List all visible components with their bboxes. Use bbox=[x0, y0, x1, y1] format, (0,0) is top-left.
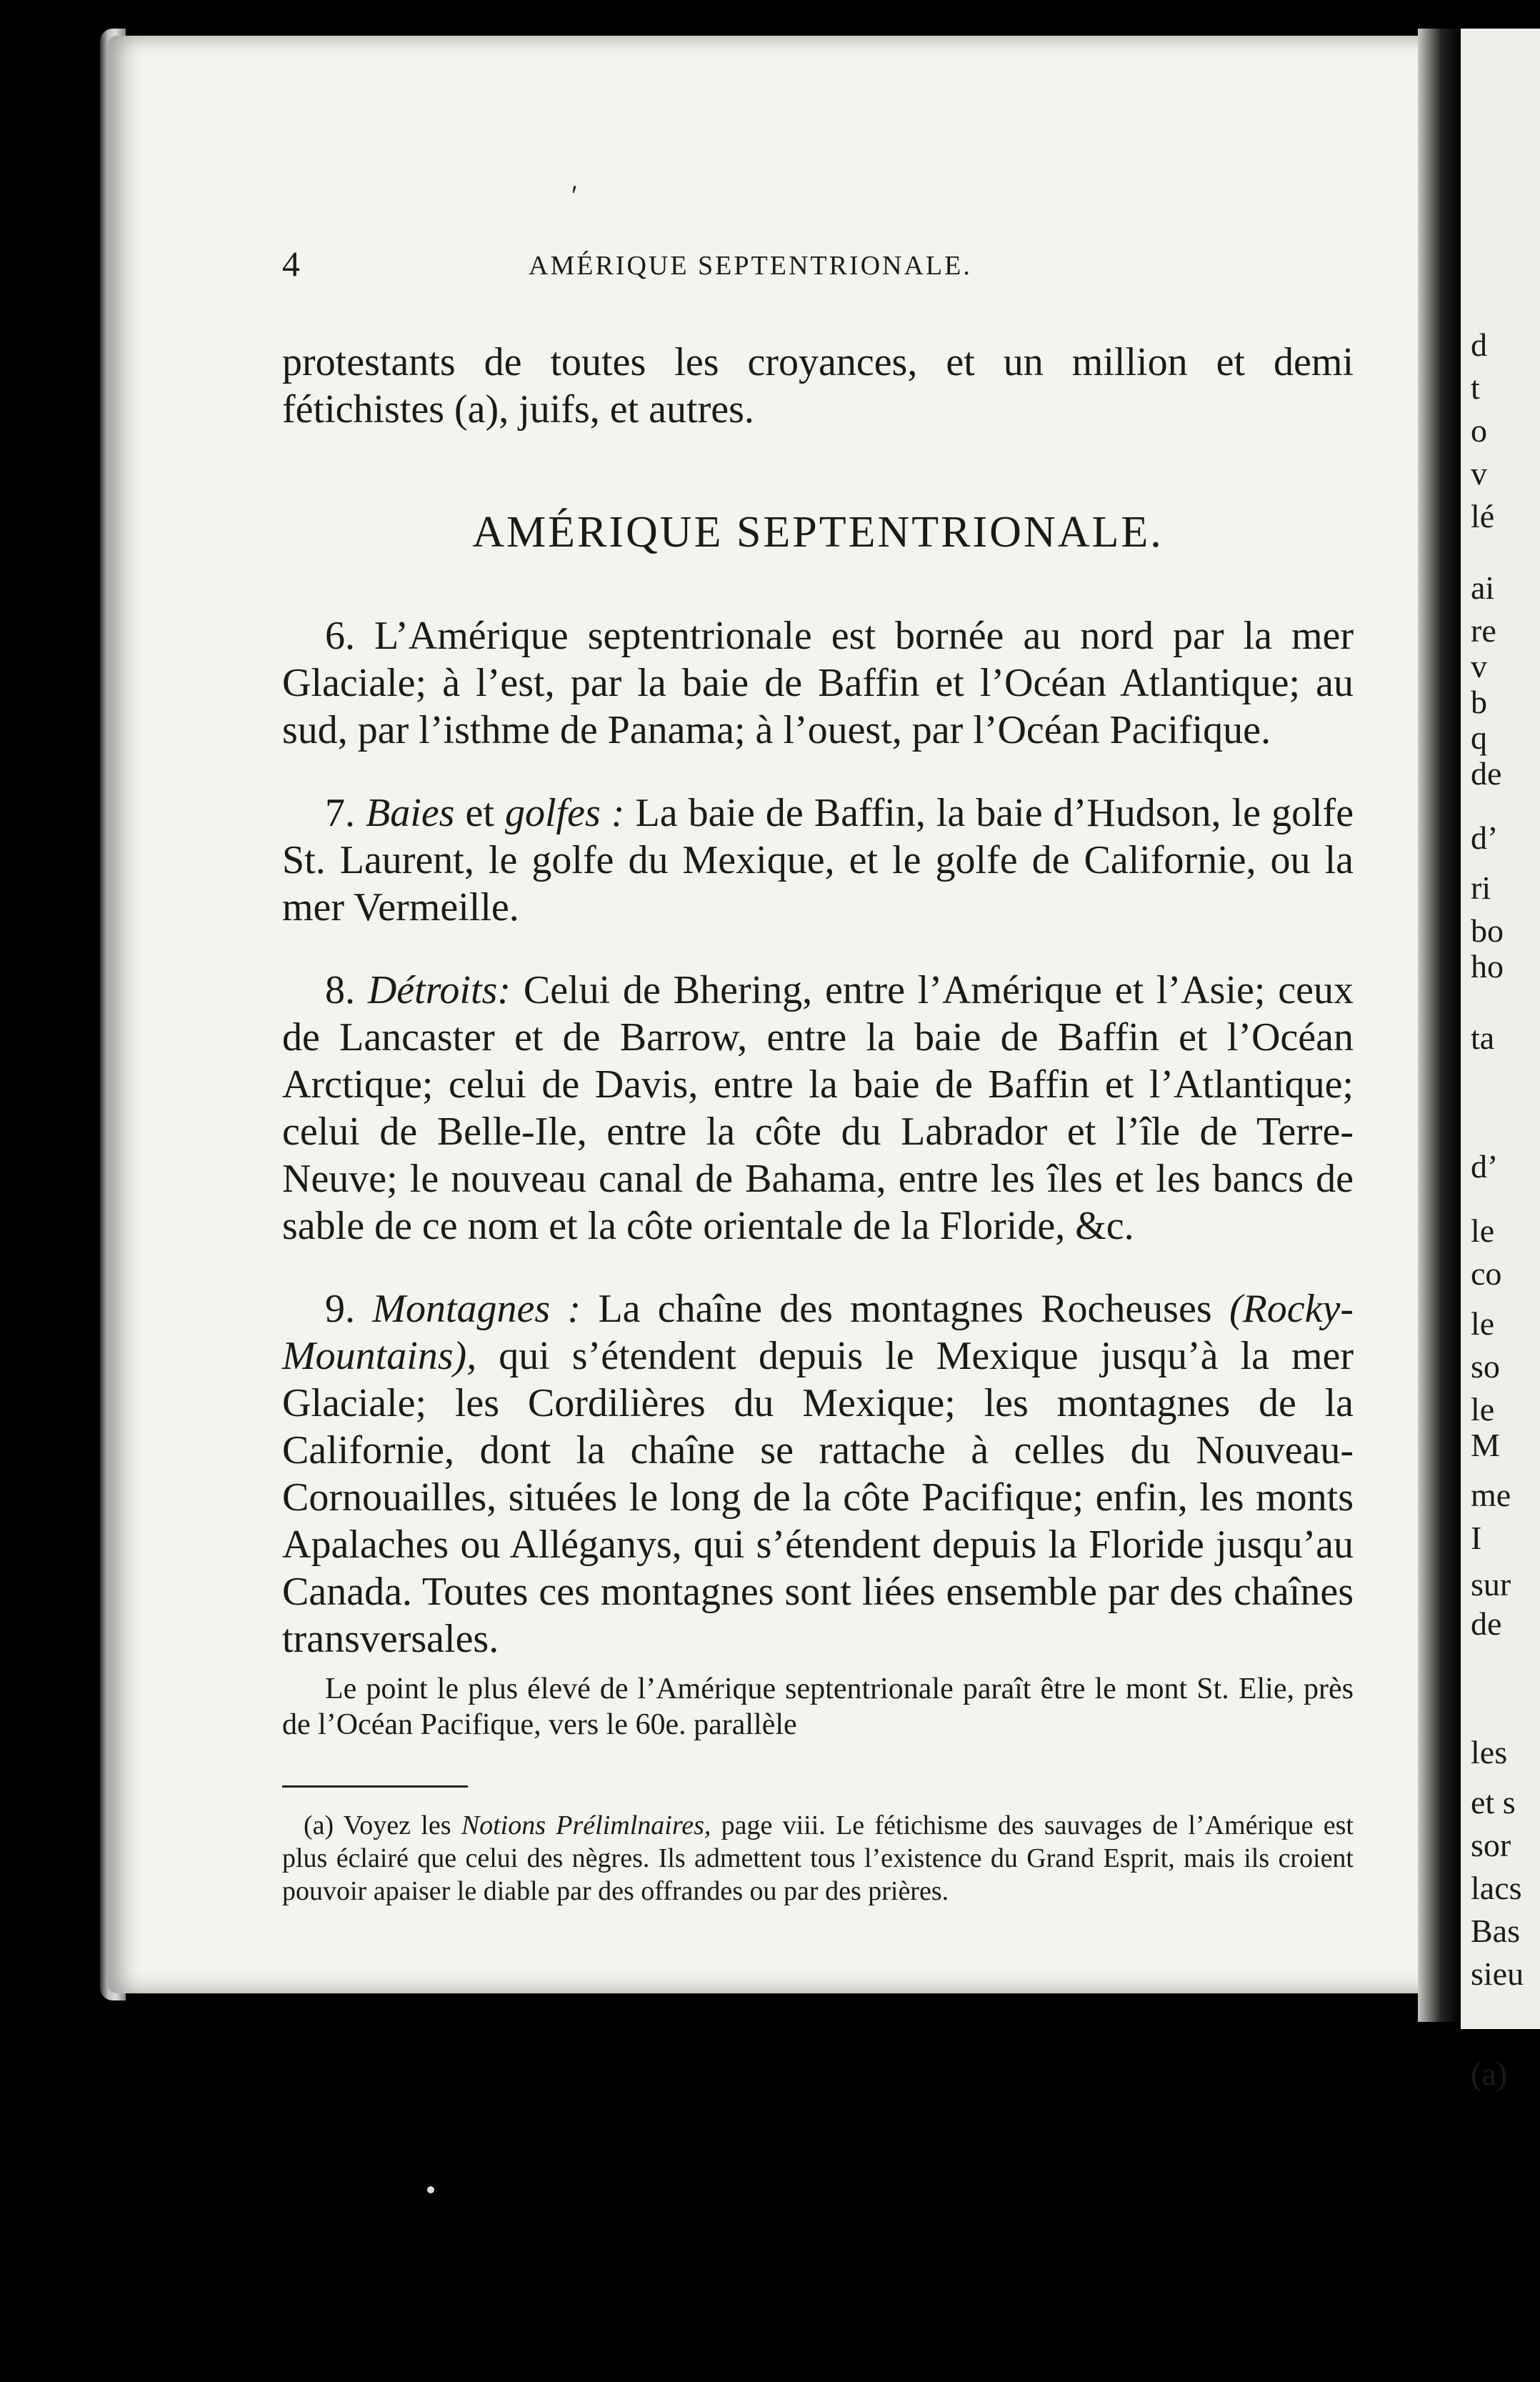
paragraph-text-continued: qui s’étendent depuis le Mexique jusqu’à la mer Glaciale; les Cordilières du Mexique; les montagnes de la Californie, dont la chaîne se rattache à celles du Nouveau-Cornouailles, situées le long de la côte Pacifique; enfin, les monts Apalaches ou Alléganys, qui s’étendent depuis la Floride jusqu’au Canada. Toutes ces montagnes sont liées ensemble par des chaînes transversales. bbox=[282, 1334, 1354, 1661]
paragraph-number: 9. bbox=[325, 1287, 355, 1331]
facing-page-text-fragment: ta bbox=[1471, 1020, 1495, 1056]
paragraph-heading: Détroits: bbox=[367, 968, 511, 1012]
facing-page-text-fragment: de bbox=[1471, 1605, 1502, 1642]
paragraph-7 bbox=[282, 789, 1354, 931]
paragraph-heading: Baies bbox=[366, 791, 455, 835]
paragraph-conjunction: et bbox=[465, 791, 494, 835]
facing-page-text-fragment: lacs bbox=[1471, 1870, 1522, 1906]
page-content bbox=[282, 221, 1354, 1908]
paragraph-italic: (Rocky-Mountains), bbox=[282, 1287, 1354, 1378]
facing-page-text-fragment: (a) bbox=[1471, 2055, 1508, 2092]
page-speck bbox=[427, 2186, 434, 2193]
facing-page-text-fragment: v bbox=[1471, 648, 1487, 684]
running-head bbox=[282, 221, 1354, 284]
facing-page-text-fragment: ri bbox=[1471, 869, 1491, 906]
opening-text: protestants de toutes les croyances, et un million et demi fétichistes (a), juifs, et autres. bbox=[282, 340, 1354, 432]
facing-page-text-fragment: les bbox=[1471, 1734, 1508, 1770]
facing-page-text-fragment: bo bbox=[1471, 912, 1504, 949]
accent-mark: ′ bbox=[571, 179, 578, 211]
facing-page-text-fragment: M bbox=[1471, 1427, 1500, 1463]
facing-page-text-fragment: so bbox=[1471, 1348, 1500, 1385]
facing-page-text-fragment: ai bbox=[1471, 569, 1495, 606]
facing-page-text-fragment: v bbox=[1471, 455, 1487, 492]
facing-page-text-fragment: d’ bbox=[1471, 1148, 1499, 1185]
paragraph-text: L’Amérique septentrionale est bornée au nord par la mer Glaciale; à l’est, par la baie de Baffin et l’Océan Atlantique; au sud, par l’isthme de Panama; à l’ouest, par l’Océan Pacifique. bbox=[282, 614, 1354, 752]
paragraph-heading-2: golfes : bbox=[504, 791, 625, 835]
footnote bbox=[282, 1809, 1354, 1908]
facing-page-text-fragment: le bbox=[1471, 1391, 1495, 1427]
running-head-title: AMÉRIQUE SEPTENTRIONALE. bbox=[529, 251, 972, 281]
facing-page-text-fragment: re bbox=[1471, 612, 1496, 649]
facing-page-text-fragment: co bbox=[1471, 1255, 1502, 1292]
facing-page-text-fragment: d bbox=[1471, 327, 1487, 363]
facing-page-text-fragment: de bbox=[1471, 755, 1502, 792]
facing-page-text-fragment: q bbox=[1471, 719, 1487, 756]
facing-page-text-fragment: Bas bbox=[1471, 1913, 1520, 1949]
footnote-text: Voyez les bbox=[343, 1810, 451, 1840]
facing-page-text-fragment: d’ bbox=[1471, 819, 1499, 856]
paragraph-text: La baie de Baffin, la baie d’Hudson, le golfe St. Laurent, le golfe du Mexique, et le golfe de Californie, ou la mer Vermeille. bbox=[282, 791, 1354, 930]
footnote-text-continued: page viii. Le fétichisme des sauvages de l’Amérique est plus éclairé que celui des nègres. Ils admettent tous l’existence du Grand Esprit, mais ils croient pouvoir apaiser le diable par des offrandes ou par des prières. bbox=[282, 1810, 1354, 1906]
facing-page-text-fragment: le bbox=[1471, 1305, 1495, 1342]
paragraph-number: 8. bbox=[325, 968, 355, 1012]
facing-page-text-fragment: me bbox=[1471, 1477, 1511, 1513]
paragraph-text: Celui de Bhering, entre l’Amérique et l’Asie; ceux de Lancaster et de Barrow, entre la baie de Baffin et l’Océan Arctique; celui de Davis, entre la baie de Baffin et l’Atlantique; celui de Belle-Ile, entre la côte du Labrador et l’île de Terre-Neuve; le nouveau canal de Bahama, entre les îles et les bancs de sable de ce nom et la côte orientale de la Floride, &c. bbox=[282, 968, 1354, 1248]
footnote-rule bbox=[282, 1785, 468, 1788]
facing-page-text-fragment: I bbox=[1471, 1520, 1482, 1556]
footnote-italic: Notions Prélimlnaires, bbox=[461, 1810, 711, 1840]
paragraph-number: 7. bbox=[325, 791, 355, 835]
facing-page-text-fragment: sor bbox=[1471, 1827, 1511, 1863]
facing-page-text-fragment: o bbox=[1471, 412, 1487, 449]
page-number: 4 bbox=[282, 244, 302, 284]
section-title: AMÉRIQUE SEPTENTRIONALE. bbox=[472, 508, 1164, 557]
paragraph-number: 6. bbox=[325, 614, 355, 658]
facing-page-text-fragment: sieu bbox=[1471, 1955, 1524, 1992]
book-gutter bbox=[1418, 29, 1461, 2022]
paragraph-6 bbox=[282, 612, 1354, 754]
paragraph-text: La chaîne des montagnes Rocheuses bbox=[598, 1287, 1212, 1331]
facing-page-text-fragment: le bbox=[1471, 1212, 1495, 1249]
facing-page-text-fragment: lé bbox=[1471, 498, 1495, 534]
note-paragraph: Le point le plus élevé de l’Amérique septentrionale paraît être le mont St. Elie, près de l’Océan Pacifique, vers le 60e. parallèle bbox=[282, 1673, 1354, 1741]
facing-page-fragment bbox=[1461, 29, 1540, 2092]
facing-page-text-fragment: t bbox=[1471, 369, 1480, 406]
paragraph-8 bbox=[282, 967, 1354, 1250]
facing-page-text-fragment: et s bbox=[1471, 1784, 1516, 1820]
footnote-mark: (a) bbox=[304, 1810, 334, 1840]
facing-page-text-fragment: b bbox=[1471, 684, 1487, 720]
facing-page-text-fragment: sur bbox=[1471, 1566, 1511, 1603]
facing-page-text-fragment: ho bbox=[1471, 948, 1504, 985]
paragraph-heading: Montagnes : bbox=[372, 1287, 581, 1331]
paragraph-9 bbox=[282, 1285, 1354, 1663]
